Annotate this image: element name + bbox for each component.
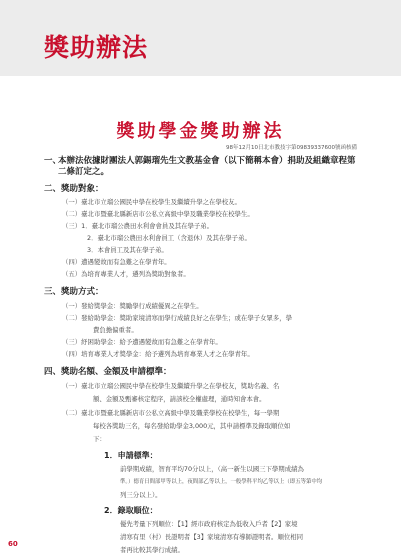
document-title: 獎助學金獎助辦法: [116, 121, 285, 142]
list-item: （二）臺北市暨臺北縣新店市公私立高級中學及職業學校在校學生，每一學期: [62, 409, 280, 417]
list-item: 前學期成績，智育平均70分以上，（高一新生以國三下學期成績為: [120, 465, 304, 473]
reference-number: 98年12月10日北市教技字第09839337600號函核備: [226, 145, 357, 151]
section-4-heading: 四、獎助名額、金額及申請標準：: [44, 367, 172, 377]
list-item: （一）發給獎學金：獎勵學行成績優異之在學生。: [62, 302, 203, 310]
list-item: 下：: [93, 435, 106, 443]
list-item: （四）遭遇變故而有急難之在學青年。: [62, 258, 171, 266]
subsection-heading: 2．錄取順位：: [104, 506, 158, 515]
list-item: 3．本會員工及其在學子弟。: [87, 246, 168, 254]
section-3-heading: 三、獎助方式：: [44, 287, 104, 297]
list-item: 額、金額及甄審核定程序，請該校全權處理，通時知會本會。: [93, 395, 266, 403]
list-item: （四）培育專業人才獎學金：給予遴列為培育專業人才之在學青年。: [62, 350, 254, 358]
list-item: 每校各獎助三名，每名發給助學金3,000元，其申請標準及錄取順位如: [93, 422, 291, 430]
list-item: 列三分以上）。: [120, 491, 162, 499]
list-item: （一）臺北市立瑠公國民中學在校學生及繼續升學之在學校友。: [62, 198, 241, 206]
list-item: （五）為培育專業人才，遴列為獎助對象者。: [62, 270, 190, 278]
list-item: 準。）德育日間部甲等以上，夜間部乙等以上，一般學科平均乙等以上（即五等第中均: [120, 479, 323, 485]
subsection-heading: 1．申請標準：: [104, 451, 158, 460]
section-1-text: 本辦法依據財團法人郭錫瑠先生文教基金會（以下簡稱本會）捐助及組織章程第二條訂定之。: [58, 156, 356, 177]
list-item: （一）臺北市立瑠公國民中學在校學生及繼續升學之在學校友，獎助名義、名: [62, 382, 280, 390]
list-item: （三）紓困助學金：給予遭遇變故而有急難之在學青年。: [62, 338, 222, 346]
list-item: 優先考量下列順位：【1】經市政府核定為低收入戶者【2】家境: [120, 520, 298, 528]
list-item: （二）臺北市暨臺北縣新店市公私立高級中學及職業學校在校學生。: [62, 210, 254, 218]
section-1-number: 一、: [44, 156, 62, 166]
section-2-heading: 二、獎助對象：: [44, 184, 104, 194]
list-item: 者再比較其學行成績。: [120, 546, 184, 554]
page-number: 60: [8, 540, 18, 548]
list-item: （三）1．臺北市瑠公農田水利會會員及其在學子弟。: [62, 222, 214, 230]
page-title: 獎助辦法: [44, 33, 149, 62]
list-item: 費負擔偏重者。: [93, 326, 138, 334]
list-item: 2．臺北市瑠公農田水利會員工（含退休）及其在學子弟。: [87, 234, 251, 242]
list-item: 清寒有里（村）長證明者【3】家境清寒有導師證明者。順位相同: [120, 533, 304, 541]
list-item: （二）發給助學金：獎助家境清寒而學行成績良好之在學生；或在學子女眾多，學: [62, 314, 293, 322]
